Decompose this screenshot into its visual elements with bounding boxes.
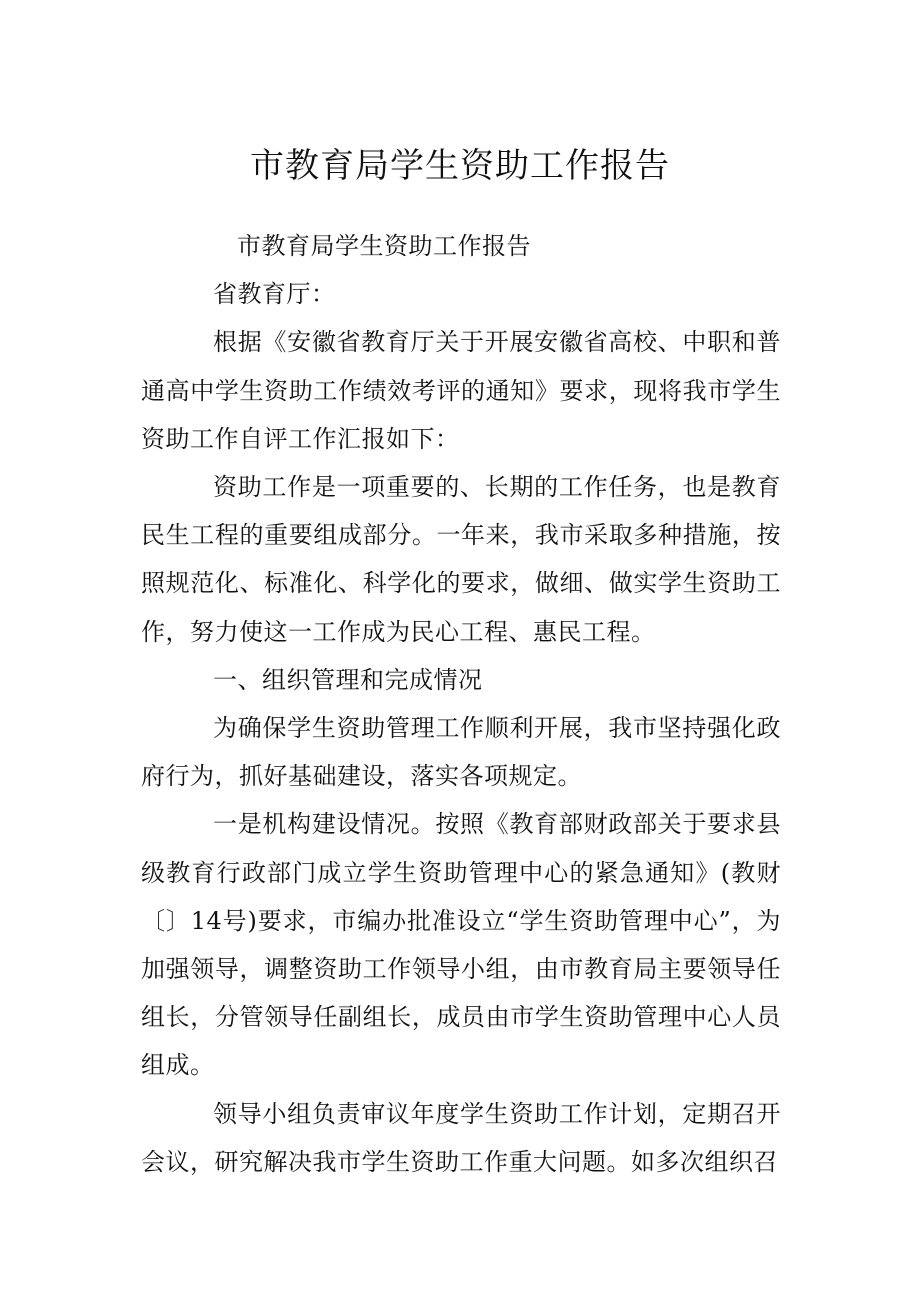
document-body: [141, 222, 781, 1186]
paragraph-overview: 资助工作是一项重要的、长期的工作任务，也是教育民生工程的重要组成部分。一年来，我市采取多种措施，按照规范化、标准化、科学化的要求，做细、做实学生资助工作，努力使这一工作成为民心工程、惠民工程。: [141, 473, 781, 646]
paragraph-institution: 一是机构建设情况。按照《教育部财政部关于要求县级教育行政部门成立学生资助管理中心的紧急通知》(教财〔〕14号)要求，市编办批准设立“学生资助管理中心”，为加强领导，调整资助工作领导小组，由市教育局主要领导任组长，分管领导任副组长，成员由市学生资助管理中心人员组成。: [141, 810, 781, 1080]
paragraph-section-intro: 为确保学生资助管理工作顺利开展，我市坚持强化政府行为，抓好基础建设，落实各项规定。: [141, 714, 781, 791]
section-heading: 一、组织管理和完成情况: [213, 665, 483, 694]
paragraph-leadership: 领导小组负责审议年度学生资助工作计划，定期召开会议，研究解决我市学生资助工作重大问题。如多次组织召: [141, 1099, 781, 1176]
document-subtitle: 市教育局学生资助工作报告: [237, 232, 531, 260]
document-title: 市教育局学生资助工作报告: [250, 146, 670, 186]
salutation: 省教育厅：: [213, 280, 336, 309]
paragraph-intro: 根据《安徽省教育厅关于开展安徽省高校、中职和普通高中学生资助工作绩效考评的通知》要求，现将我市学生资助工作自评工作汇报如下：: [141, 328, 781, 453]
